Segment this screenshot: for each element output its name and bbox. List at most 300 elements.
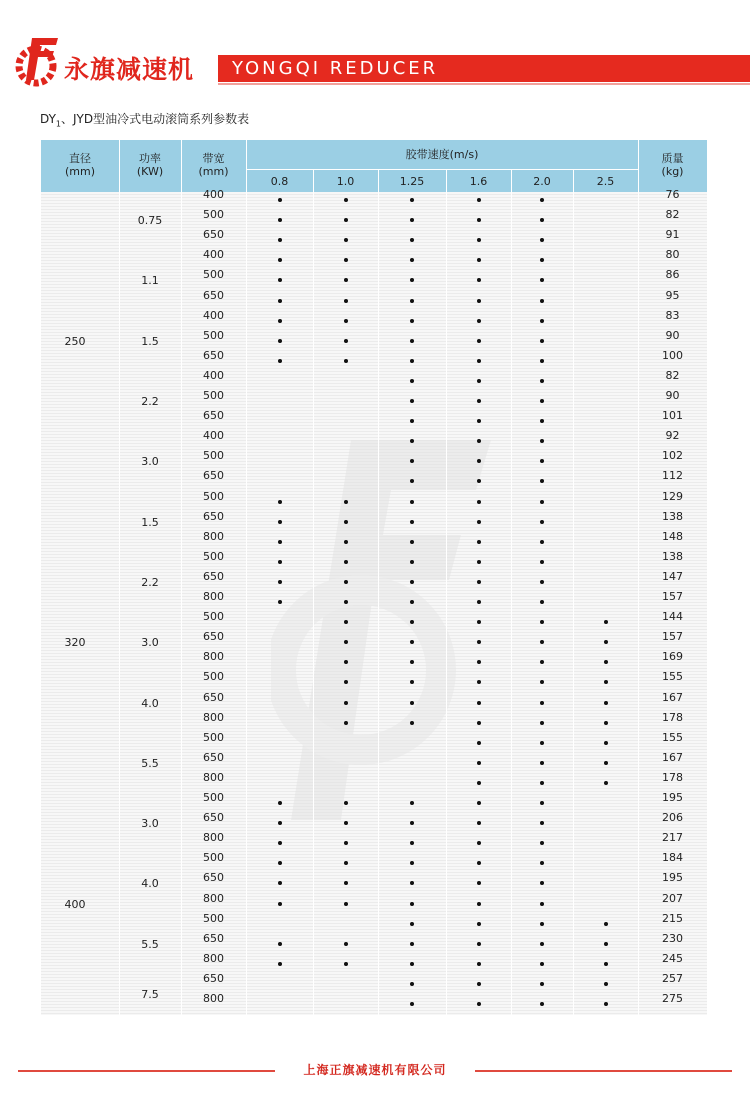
cell-belt-width: 650 [203, 630, 224, 644]
availability-dot [344, 861, 348, 865]
availability-dot [344, 278, 348, 282]
availability-dot [410, 540, 414, 544]
availability-dot [540, 721, 544, 725]
availability-dot [278, 580, 282, 584]
availability-dot [278, 821, 282, 825]
cell-belt-width: 500 [203, 791, 224, 804]
availability-dot [540, 640, 544, 644]
availability-dot [540, 339, 544, 343]
availability-dot [344, 841, 348, 845]
availability-dot [344, 600, 348, 604]
availability-dot [477, 821, 481, 825]
cell-power: 3.0 [141, 817, 159, 831]
cell-mass: 257 [662, 971, 683, 985]
cell-belt-width: 400 [203, 188, 224, 201]
cell-belt-width: 800 [203, 770, 224, 784]
cell-mass: 76 [665, 188, 680, 201]
cell-belt-width: 650 [203, 509, 224, 523]
availability-dot [540, 379, 544, 383]
availability-dot [477, 520, 481, 524]
cell-mass: 167 [662, 750, 683, 764]
availability-dot [540, 841, 544, 845]
cell-mass: 155 [662, 670, 683, 684]
availability-dot [477, 902, 481, 906]
speed-column-separator [511, 192, 512, 1015]
availability-dot [477, 1002, 481, 1006]
cell-mass: 157 [662, 630, 683, 644]
cell-power: 5.5 [141, 756, 159, 770]
availability-dot [477, 258, 481, 262]
cell-power: 3.0 [141, 636, 159, 650]
availability-dot [477, 198, 481, 202]
availability-dot [344, 721, 348, 725]
cell-mass: 195 [662, 871, 683, 885]
header-separator [119, 140, 120, 192]
availability-dot [410, 218, 414, 222]
availability-dot [344, 821, 348, 825]
availability-dot [540, 319, 544, 323]
speed-column-separator [446, 192, 447, 1015]
availability-dot [477, 278, 481, 282]
availability-dot [344, 580, 348, 584]
availability-dot [540, 1002, 544, 1006]
cell-belt-width: 500 [203, 730, 224, 744]
cell-mass: 92 [665, 429, 680, 443]
cell-belt-width: 650 [203, 931, 224, 945]
availability-dot [477, 560, 481, 564]
availability-dot [540, 419, 544, 423]
speed-separator [446, 169, 447, 192]
availability-dot [278, 560, 282, 564]
availability-dot [477, 922, 481, 926]
cell-mass: 80 [665, 248, 680, 262]
header-power-unit: (KW) [136, 165, 164, 178]
brand-underline [218, 83, 750, 85]
availability-dot [344, 881, 348, 885]
availability-dot [604, 721, 608, 725]
cell-mass: 207 [662, 891, 683, 905]
cell-belt-width: 800 [203, 650, 224, 664]
availability-dot [410, 399, 414, 403]
speed-column-separator [573, 192, 574, 1015]
availability-dot [540, 781, 544, 785]
availability-dot [344, 620, 348, 624]
availability-dot [410, 198, 414, 202]
availability-dot [540, 459, 544, 463]
availability-dot [278, 500, 282, 504]
availability-dot [278, 801, 282, 805]
cell-belt-width: 400 [203, 429, 224, 443]
cell-mass: 90 [665, 389, 680, 402]
availability-dot [344, 942, 348, 946]
availability-dot [540, 620, 544, 624]
header-diameter [41, 152, 119, 178]
availability-dot [540, 801, 544, 805]
availability-dot [540, 399, 544, 403]
cell-belt-width: 800 [203, 710, 224, 724]
cell-belt-width: 400 [203, 368, 224, 382]
brand-name-cn: 永旗减速机 [64, 55, 195, 84]
cell-belt-width: 500 [203, 670, 224, 684]
cell-mass: 138 [662, 549, 683, 563]
availability-dot [540, 881, 544, 885]
speed-separator [511, 169, 512, 192]
availability-dot [278, 841, 282, 845]
cell-belt-width: 500 [203, 268, 224, 282]
cell-belt-width: 500 [203, 549, 224, 563]
cell-power: 0.75 [137, 214, 163, 228]
header-belt-width-unit: (mm) [198, 165, 229, 178]
availability-dot [540, 701, 544, 705]
availability-dot [540, 600, 544, 604]
availability-dot [540, 761, 544, 765]
availability-dot [344, 258, 348, 262]
availability-dot [410, 701, 414, 705]
cell-mass: 144 [662, 610, 683, 624]
cell-mass: 101 [662, 409, 683, 423]
availability-dot [477, 701, 481, 705]
availability-dot [410, 1002, 414, 1006]
availability-dot [344, 198, 348, 202]
availability-dot [477, 359, 481, 363]
header-mass [638, 152, 707, 178]
availability-dot [477, 680, 481, 684]
availability-dot [410, 339, 414, 343]
cell-power: 4.0 [141, 877, 159, 891]
header-belt-width [181, 152, 246, 178]
availability-dot [410, 982, 414, 986]
cell-belt-width: 650 [203, 871, 224, 885]
availability-dot [477, 299, 481, 303]
cell-belt-width: 650 [203, 811, 224, 825]
availability-dot [344, 701, 348, 705]
availability-dot [278, 600, 282, 604]
cell-mass: 82 [665, 208, 680, 222]
availability-dot [477, 660, 481, 664]
availability-dot [278, 319, 282, 323]
availability-dot [278, 540, 282, 544]
availability-dot [477, 962, 481, 966]
header-power [119, 152, 181, 178]
cell-mass: 215 [662, 911, 683, 925]
availability-dot [477, 238, 481, 242]
availability-dot [410, 902, 414, 906]
cell-belt-width: 500 [203, 489, 224, 503]
availability-dot [604, 922, 608, 926]
header-speed-1-6: 1.6 [469, 175, 488, 188]
availability-dot [278, 218, 282, 222]
availability-dot [278, 299, 282, 303]
availability-dot [477, 741, 481, 745]
availability-dot [477, 881, 481, 885]
cell-diameter: 250 [64, 334, 86, 348]
cell-mass: 148 [662, 529, 683, 543]
availability-dot [344, 801, 348, 805]
availability-dot [604, 942, 608, 946]
availability-dot [477, 439, 481, 443]
cell-belt-width: 500 [203, 911, 224, 925]
cell-mass: 100 [662, 348, 683, 362]
cell-belt-width: 650 [203, 469, 224, 483]
availability-dot [410, 580, 414, 584]
availability-dot [410, 841, 414, 845]
cell-mass: 82 [665, 368, 680, 382]
cell-power: 5.5 [141, 937, 159, 951]
availability-dot [540, 439, 544, 443]
cell-power: 4.0 [141, 696, 159, 710]
header-speed-0-8: 0.8 [270, 175, 289, 188]
cell-belt-width: 650 [203, 971, 224, 985]
availability-dot [477, 620, 481, 624]
cell-belt-width: 650 [203, 569, 224, 583]
availability-dot [278, 881, 282, 885]
cell-belt-width: 500 [203, 208, 224, 222]
availability-dot [540, 821, 544, 825]
availability-dot [410, 419, 414, 423]
speed-separator [378, 169, 379, 192]
page-title [40, 110, 249, 128]
availability-dot [604, 620, 608, 624]
availability-dot [344, 319, 348, 323]
cell-mass: 90 [665, 328, 680, 342]
title-subscript: 1 [55, 119, 62, 129]
availability-dot [278, 238, 282, 242]
cell-mass: 275 [662, 992, 683, 1005]
availability-dot [344, 680, 348, 684]
availability-dot [410, 721, 414, 725]
availability-dot [477, 640, 481, 644]
availability-dot [540, 540, 544, 544]
header-speed-1-0: 1.0 [336, 175, 355, 188]
availability-dot [344, 238, 348, 242]
availability-dot [278, 861, 282, 865]
header-mass-unit: (kg) [661, 165, 684, 178]
availability-dot [540, 520, 544, 524]
availability-dot [604, 640, 608, 644]
speed-column-separator [313, 192, 314, 1015]
cell-mass: 178 [662, 770, 683, 784]
availability-dot [477, 801, 481, 805]
availability-dot [278, 359, 282, 363]
cell-mass: 138 [662, 509, 683, 523]
availability-dot [477, 982, 481, 986]
availability-dot [477, 721, 481, 725]
cell-belt-width: 800 [203, 529, 224, 543]
availability-dot [540, 479, 544, 483]
availability-dot [540, 902, 544, 906]
header-belt-width-label: 带宽 [202, 152, 225, 165]
availability-dot [604, 982, 608, 986]
availability-dot [344, 540, 348, 544]
cell-mass: 129 [662, 489, 683, 503]
header-power-label: 功率 [139, 152, 161, 165]
availability-dot [410, 258, 414, 262]
cell-mass: 245 [662, 951, 683, 965]
availability-dot [477, 841, 481, 845]
cell-mass: 184 [662, 851, 683, 865]
header-speed-2-5: 2.5 [596, 175, 615, 188]
cell-belt-width: 800 [203, 590, 224, 603]
availability-dot [410, 319, 414, 323]
cell-belt-width: 500 [203, 449, 224, 463]
availability-dot [410, 821, 414, 825]
availability-dot [604, 962, 608, 966]
availability-dot [344, 640, 348, 644]
speed-separator [313, 169, 314, 192]
availability-dot [278, 902, 282, 906]
availability-dot [278, 520, 282, 524]
header-speed-2-0: 2.0 [533, 175, 551, 188]
brand-logo-icon [12, 36, 62, 88]
availability-dot [477, 500, 481, 504]
availability-dot [344, 218, 348, 222]
availability-dot [540, 962, 544, 966]
cell-belt-width: 400 [203, 308, 224, 322]
availability-dot [344, 339, 348, 343]
availability-dot [477, 540, 481, 544]
availability-dot [540, 580, 544, 584]
cell-belt-width: 800 [203, 831, 224, 845]
availability-dot [477, 580, 481, 584]
cell-belt-width: 500 [203, 389, 224, 402]
cell-mass: 195 [662, 791, 683, 804]
availability-dot [344, 520, 348, 524]
availability-dot [344, 500, 348, 504]
availability-dot [410, 881, 414, 885]
availability-dot [477, 379, 481, 383]
availability-dot [540, 359, 544, 363]
cell-mass: 167 [662, 690, 683, 704]
availability-dot [540, 500, 544, 504]
header-separator [246, 140, 247, 192]
availability-dot [604, 680, 608, 684]
availability-dot [540, 861, 544, 865]
speed-divider [246, 169, 638, 170]
cell-power: 7.5 [141, 987, 159, 1001]
availability-dot [344, 359, 348, 363]
availability-dot [477, 479, 481, 483]
cell-power: 2.2 [141, 575, 159, 589]
availability-dot [540, 741, 544, 745]
availability-dot [477, 419, 481, 423]
availability-dot [278, 962, 282, 966]
header [0, 0, 750, 100]
availability-dot [410, 500, 414, 504]
availability-dot [604, 1002, 608, 1006]
cell-belt-width: 650 [203, 288, 224, 302]
availability-dot [410, 922, 414, 926]
availability-dot [540, 680, 544, 684]
availability-dot [540, 922, 544, 926]
cell-belt-width: 650 [203, 348, 224, 362]
cell-mass: 178 [662, 710, 683, 724]
speed-column-separator [378, 192, 379, 1015]
cell-mass: 91 [665, 228, 680, 242]
availability-dot [410, 359, 414, 363]
availability-dot [477, 459, 481, 463]
cell-power: 1.5 [141, 515, 159, 529]
cell-mass: 86 [665, 268, 680, 282]
cell-belt-width: 500 [203, 610, 224, 624]
title-text: 、JYD型油冷式电动滚筒系列参数表 [61, 112, 250, 126]
cell-power: 2.2 [141, 395, 159, 408]
cell-belt-width: 650 [203, 690, 224, 704]
cell-mass: 95 [665, 288, 680, 302]
availability-dot [477, 781, 481, 785]
availability-dot [540, 560, 544, 564]
table-header [41, 140, 707, 192]
header-mass-label: 质量 [661, 152, 684, 165]
footer-company: 上海正旗减速机有限公司 [275, 1060, 475, 1080]
cell-mass: 230 [662, 931, 683, 945]
availability-dot [278, 278, 282, 282]
availability-dot [540, 198, 544, 202]
availability-dot [410, 600, 414, 604]
cell-power: 1.1 [141, 274, 159, 288]
header-diameter-label: 直径 [69, 152, 91, 165]
availability-dot [477, 942, 481, 946]
header-speed: 胶带速度(m/s) [405, 148, 479, 161]
availability-dot [278, 258, 282, 262]
availability-dot [540, 942, 544, 946]
availability-dot [410, 379, 414, 383]
cell-mass: 112 [662, 469, 683, 483]
availability-dot [604, 761, 608, 765]
availability-dot [477, 339, 481, 343]
cell-mass: 206 [662, 811, 683, 825]
cell-mass: 157 [662, 590, 683, 603]
availability-dot [410, 520, 414, 524]
cell-diameter: 400 [64, 897, 86, 911]
cell-mass: 217 [662, 831, 683, 845]
availability-dot [604, 660, 608, 664]
availability-dot [477, 600, 481, 604]
availability-dot [344, 299, 348, 303]
cell-mass: 155 [662, 730, 683, 744]
cell-belt-width: 400 [203, 248, 224, 262]
availability-dot [477, 861, 481, 865]
availability-dot [410, 238, 414, 242]
availability-dot [410, 861, 414, 865]
availability-dot [477, 399, 481, 403]
header-diameter-unit: (mm) [64, 165, 95, 178]
availability-dot [344, 560, 348, 564]
availability-dot [540, 278, 544, 282]
availability-dot [604, 741, 608, 745]
parameter-table [41, 140, 707, 1015]
availability-dot [278, 198, 282, 202]
availability-dot [278, 339, 282, 343]
availability-dot [344, 902, 348, 906]
cell-diameter: 320 [64, 636, 86, 650]
cell-belt-width: 800 [203, 951, 224, 965]
cell-power: 3.0 [141, 455, 159, 469]
availability-dot [540, 218, 544, 222]
availability-dot [540, 299, 544, 303]
cell-mass: 102 [662, 449, 683, 463]
cell-belt-width: 650 [203, 228, 224, 242]
cell-belt-width: 500 [203, 328, 224, 342]
brand-name-en: YONGQI REDUCER [232, 58, 439, 79]
availability-dot [477, 761, 481, 765]
watermark-logo-icon [271, 440, 491, 820]
cell-belt-width: 500 [203, 851, 224, 865]
availability-dot [410, 299, 414, 303]
availability-dot [410, 962, 414, 966]
availability-dot [477, 319, 481, 323]
cell-mass: 169 [662, 650, 683, 664]
speed-separator [573, 169, 574, 192]
